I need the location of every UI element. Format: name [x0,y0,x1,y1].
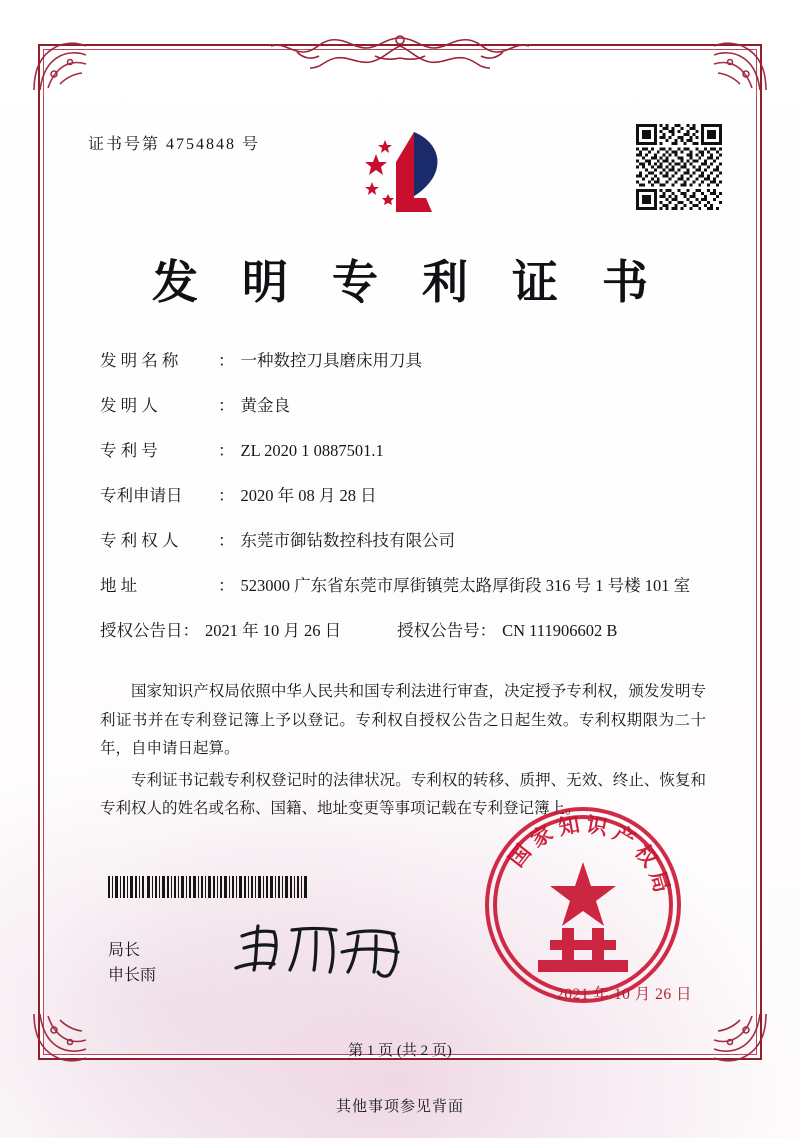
corner-ornament-top-left-icon [30,36,104,94]
field-value: 一种数控刀具磨床用刀具 [240,351,422,370]
svg-text:国: 国 [503,839,536,872]
top-flourish-ornament-icon [235,30,565,76]
grant-number-value: CN 111906602 B [502,621,618,640]
svg-text:产: 产 [609,819,640,853]
svg-text:家: 家 [526,819,557,853]
field-colon: ： [218,486,235,505]
field-patent-number [100,438,705,464]
page-title: 发 明 专 利 证 书 [151,255,663,309]
qr-code-icon [636,124,722,210]
paragraph-1: 国家知识产权局依照中华人民共和国专利法进行审查，决定授予专利权，颁发发明专利证书并在专利登记簿上予以登记。专利权自授权公告之日起生效。专利权期限为二十年，自申请日起算。 [100,683,706,757]
field-colon: ： [218,576,235,595]
grant-date-label: 授权公告日 [100,621,183,640]
paragraph-2: 专利证书记载专利权登记时的法律状况。专利权的转移、质押、无效、终止、恢复和专利权人的姓名或名称、国籍、地址变更等事项记载在专利登记簿上。 [100,771,706,817]
field-application-date [100,483,705,509]
grant-number-label: 授权公告号 [397,621,480,640]
official-red-seal-icon [478,800,688,1010]
field-label: 专 利 权 人 [100,531,179,550]
handwritten-signature-icon [230,918,420,982]
field-value: 2020 年 08 月 28 日 [240,486,377,505]
corner-ornament-top-right-icon [696,36,770,94]
field-invention-name [100,348,705,374]
field-colon: ： [182,621,199,640]
field-colon: ： [218,531,235,550]
cnipa-emblem-icon [352,120,462,225]
field-label: 地 址 [100,576,138,595]
field-colon: ： [218,396,235,415]
director-title-label: 局长 [108,942,141,959]
field-patentee [100,528,705,554]
field-label: 发 明 名 称 [100,351,179,370]
page-indicator: 第 1 页 (共 2 页) [348,1043,452,1059]
seal-date: 2021 年 10 月 26 日 [556,986,692,1003]
field-label: 专 利 号 [100,441,158,460]
field-colon: ： [218,441,235,460]
field-value: 黄金良 [240,396,290,415]
field-inventor [100,393,705,419]
field-label: 专利申请日 [100,486,183,505]
signature-block [108,938,156,988]
certificate-number: 证书号第 4754848 号 [88,136,261,153]
field-value: 东莞市御钻数控科技有限公司 [240,531,455,550]
field-label: 发 明 人 [100,396,158,415]
field-colon-2: ： [479,621,497,640]
barcode-icon [108,876,308,898]
field-value: ZL 2020 1 0887501.1 [240,441,384,460]
field-value: 523000 广东省东莞市厚街镇莞太路厚街段 316 号 1 号楼 101 室 [240,576,691,595]
svg-text:权: 权 [630,839,663,872]
grant-date-value: 2021 年 10 月 26 日 [205,621,342,640]
certificate-fields [100,348,705,663]
director-name: 申长雨 [108,967,157,984]
svg-text:知: 知 [556,811,582,840]
svg-text:识: 识 [584,811,610,840]
footer-note: 其他事项参见背面 [335,1099,464,1115]
field-colon: ： [218,351,235,370]
svg-text:局: 局 [644,867,676,896]
field-grant-announcement [100,618,705,644]
field-address [100,573,705,599]
